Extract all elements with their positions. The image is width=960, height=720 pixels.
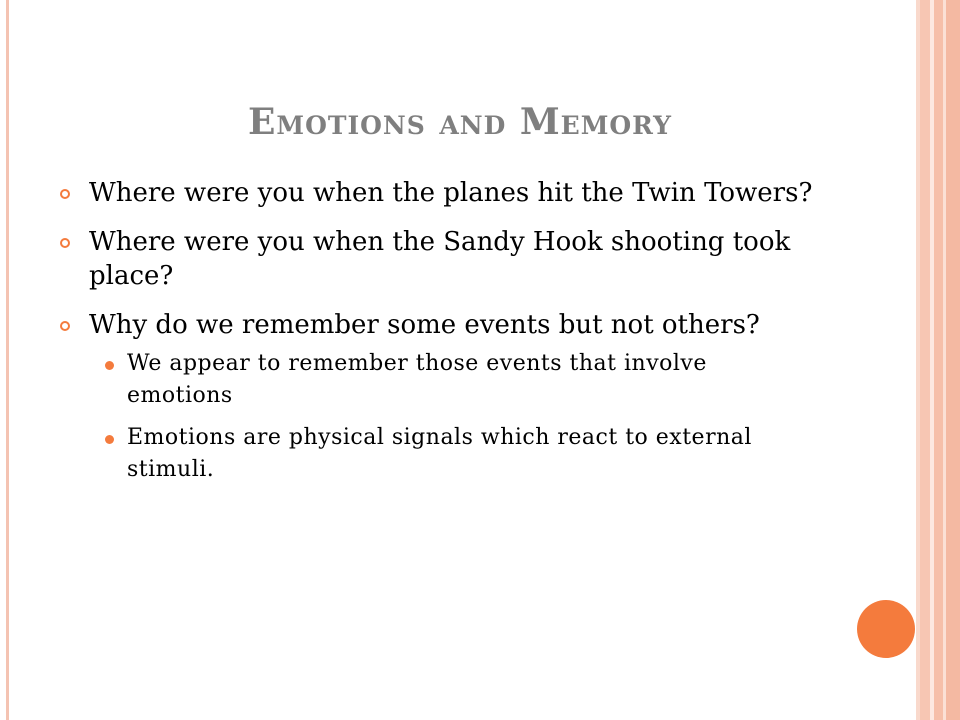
ring-bullet-icon [60, 321, 70, 331]
slide-title: Emotions and Memory [247, 101, 673, 143]
bullet-text: Where were you when the Sandy Hook shooting took place? [89, 227, 791, 291]
sub-bullet-item [60, 422, 820, 486]
sub-bullet-text: Emotions are physical signals which react to external stimuli. [127, 425, 752, 482]
bullet-item [60, 176, 820, 210]
stripe [946, 0, 960, 720]
bullet-item [60, 225, 820, 293]
left-decorative-stripe [6, 0, 9, 720]
dot-bullet-icon [105, 435, 114, 444]
bullet-text: Why do we remember some events but not others? [89, 310, 760, 340]
stripe [920, 0, 930, 720]
sub-bullet-list [60, 348, 820, 486]
sub-bullet-item [60, 348, 820, 412]
dot-bullet-icon [105, 361, 114, 370]
bullet-text: Where were you when the planes hit the Twin Towers? [89, 178, 813, 208]
orange-circle-decoration [857, 600, 915, 658]
ring-bullet-icon [60, 238, 70, 248]
right-decorative-stripes [916, 0, 960, 720]
ring-bullet-icon [60, 189, 70, 199]
bullet-list [60, 176, 820, 496]
stripe [934, 0, 943, 720]
bullet-item [60, 308, 820, 342]
sub-bullet-text: We appear to remember those events that involve emotions [127, 351, 707, 408]
sub-bullet-group [60, 348, 820, 486]
